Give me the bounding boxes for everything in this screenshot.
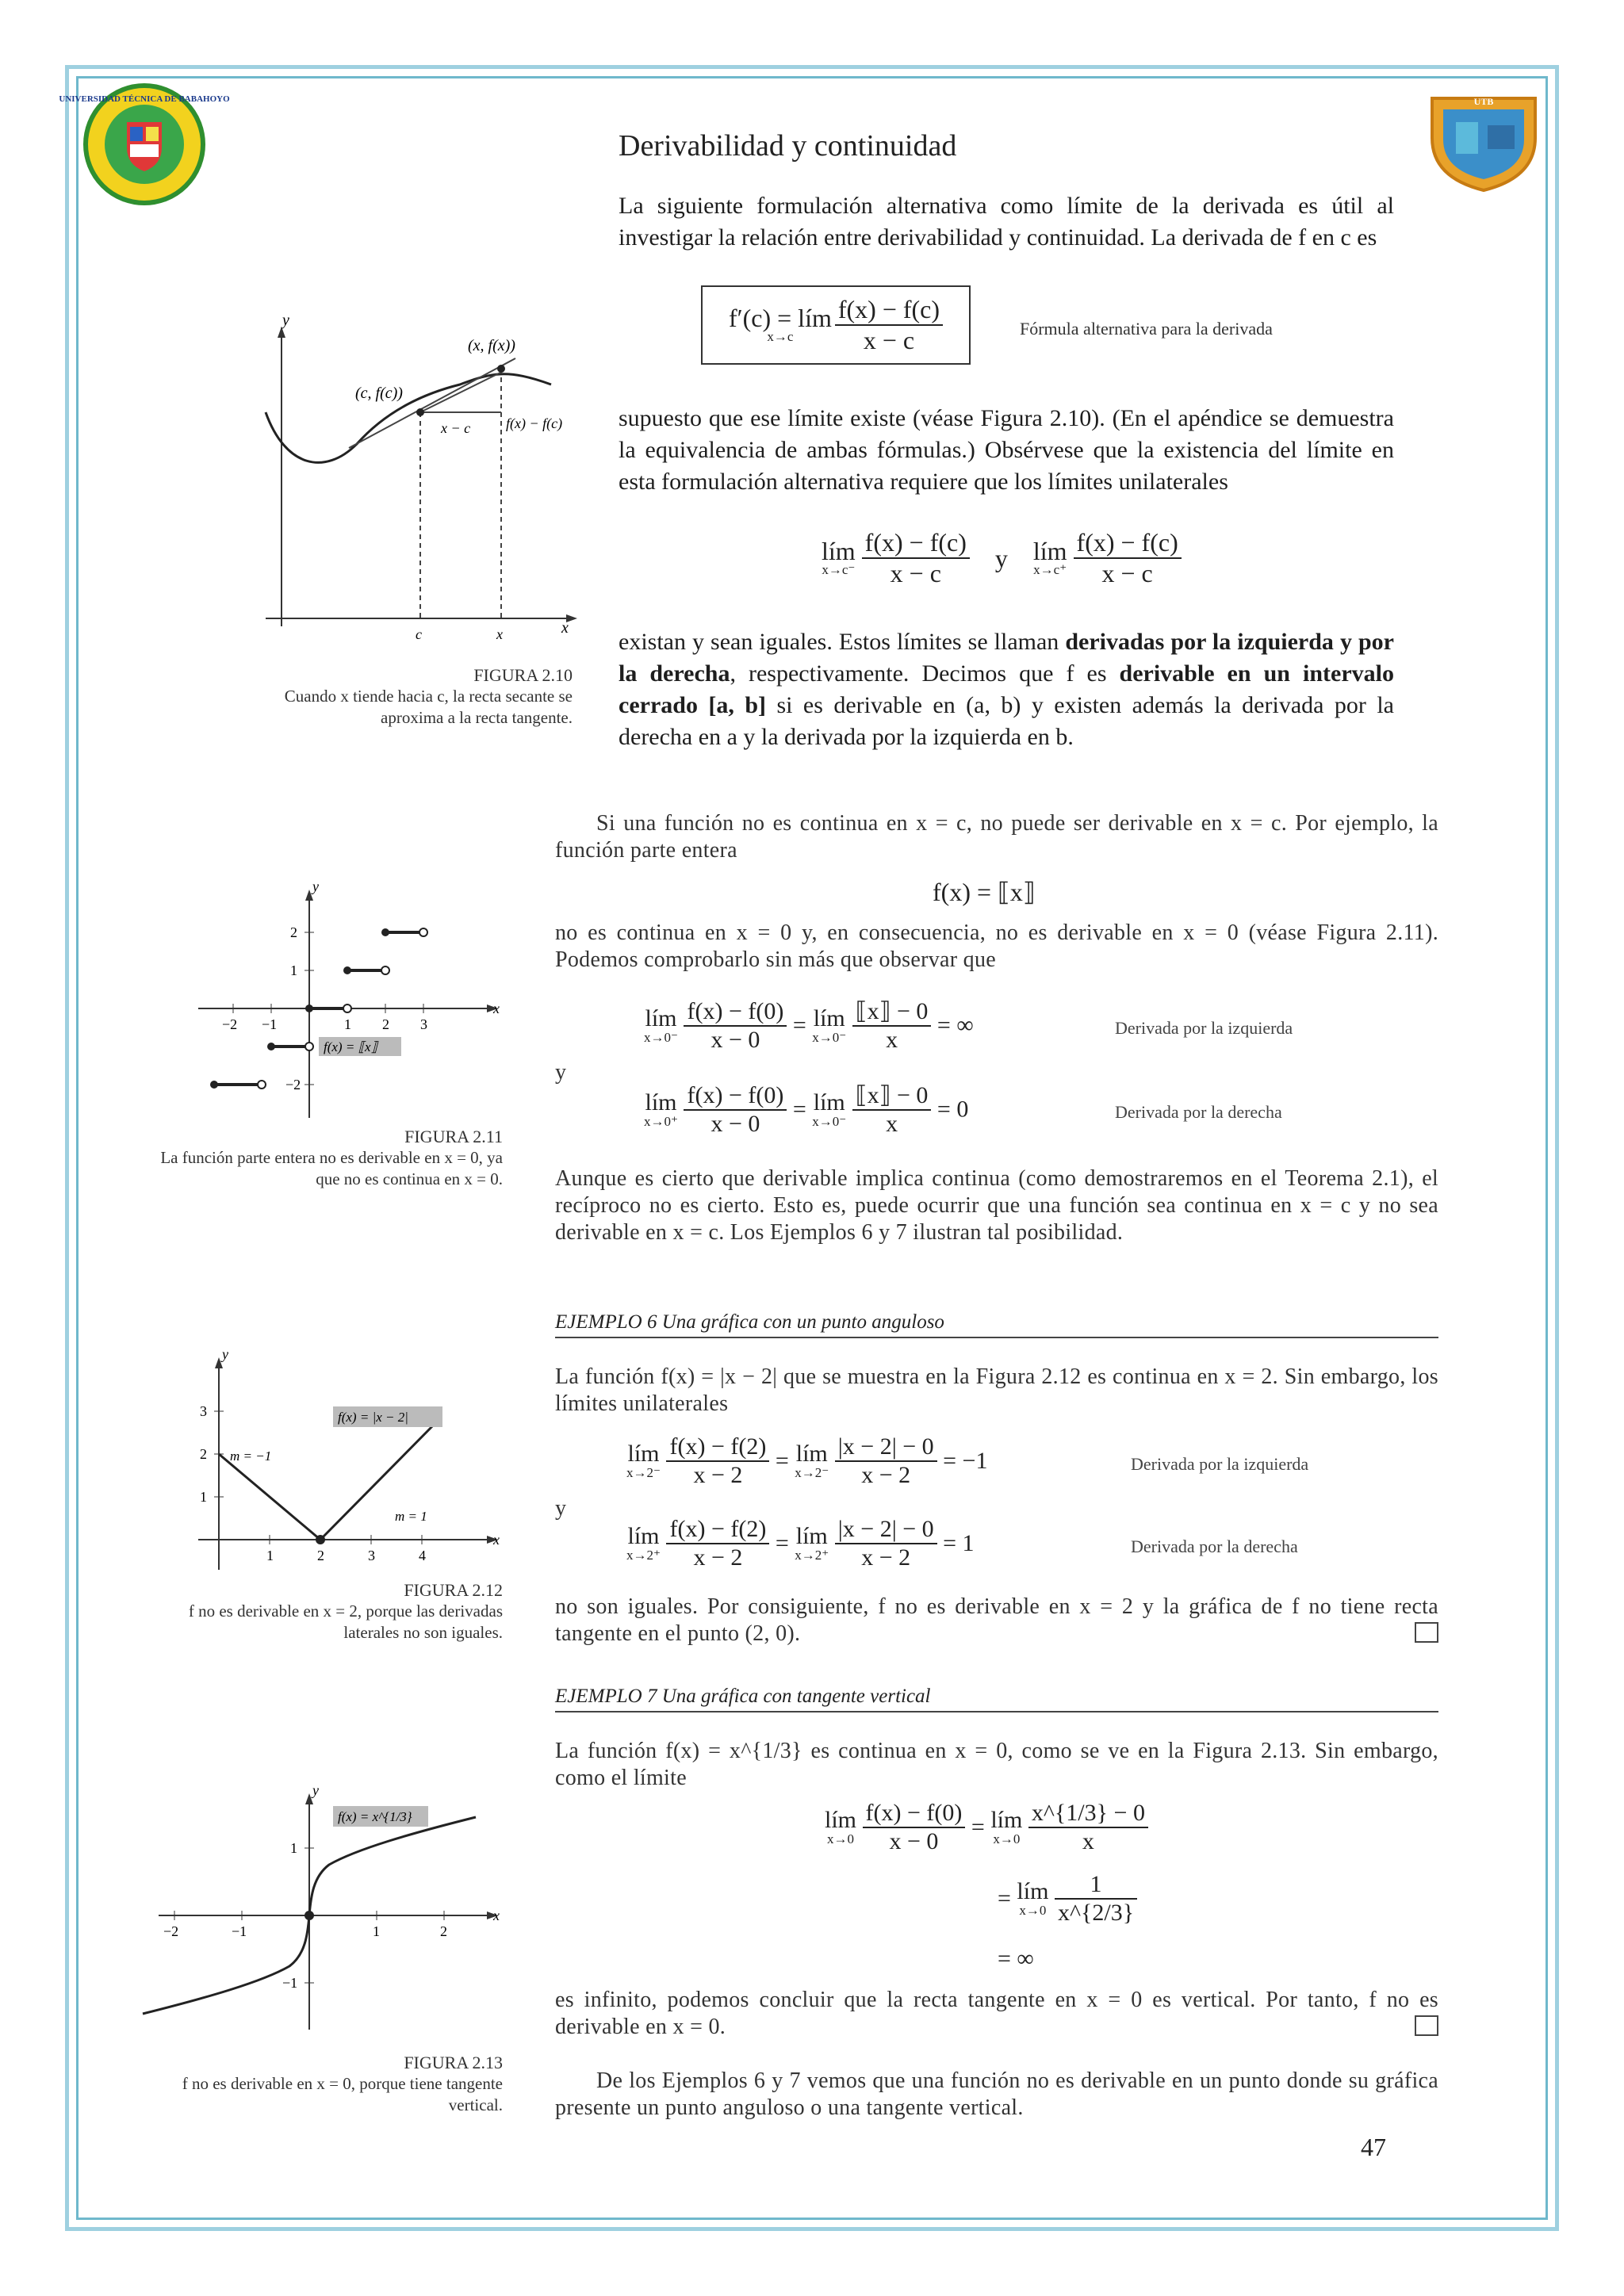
fig211-func-label: f(x) = ⟦x⟧	[324, 1039, 377, 1054]
floor-lim2-den1: x − 0	[710, 1110, 760, 1137]
university-seal-left	[59, 82, 230, 206]
ejemplo-7-intro: La función f(x) = x^{1/3} es continua en x = 0, como se ve en la Figura 2.13. Sin embargo, como el límite	[555, 1739, 1438, 1790]
fig210-tick-x: x	[496, 626, 503, 642]
ejemplo-7-outro: es infinito, podemos concluir que la recta tangente en x = 0 es vertical. Por tanto, f no es derivable en x = 0.	[555, 1988, 1438, 2039]
figure-2-12-caption	[159, 1579, 503, 1644]
ejemplo-6-heading: EJEMPLO 6 Una gráfica con un punto anguloso	[555, 1311, 1438, 1338]
ej6-lim1-num1: f(x) − f(2)	[666, 1433, 769, 1462]
fig212-tick-x3: 3	[368, 1548, 375, 1563]
floor-lim1-num2: ⟦x⟧ − 0	[852, 997, 932, 1027]
fig212-tick-x1: 1	[266, 1548, 274, 1563]
fig213-tick-y1: 1	[290, 1840, 297, 1856]
ejemplo-6-intro: La función f(x) = |x − 2| que se muestra en la Figura 2.12 es continua en x = 2. Sin embargo, los límites unilaterales	[555, 1364, 1438, 1416]
ej6-lim1-result: = −1	[943, 1448, 988, 1474]
ej6-lim2-den2: x − 2	[861, 1544, 911, 1571]
ejemplo-7-heading: EJEMPLO 7 Una gráfica con tangente vertical	[555, 1686, 1438, 1712]
figure-2-11-caption	[159, 1126, 503, 1190]
fig211-tick-1: 1	[290, 962, 297, 978]
ej7-den1: x − 0	[889, 1828, 939, 1854]
fig210-label-y: y	[282, 312, 289, 329]
ej7-lim-sub-2: x→0	[993, 1831, 1021, 1846]
ej6-limit-right: lím x→2⁺ $\frac{f(x) - f(2)}{x - 2}$ = lím x→2⁺ $\frac{|x - 2| - 0}{x - 2}$ = 1	[626, 1516, 975, 1571]
existan-paragraph	[619, 626, 1394, 753]
si-una-paragraph: Si una función no es continua en x = c, no puede ser derivable en x = c. Por ejemplo, la función parte entera	[555, 811, 1438, 863]
ej7-lim-sub-1: x→0	[827, 1831, 854, 1846]
ej6-lim1-den1: x − 2	[693, 1462, 743, 1488]
one-sided-limits	[822, 528, 1182, 588]
fig211-tick-n1: −1	[262, 1016, 278, 1032]
figure-2-12-graph	[182, 1348, 515, 1578]
ej6-lim2-num1: f(x) − f(2)	[666, 1516, 769, 1544]
formula-lhs: f′(c) = lím	[728, 304, 832, 332]
fig212-tick-1: 1	[200, 1489, 207, 1505]
seal-text: UNIVERSIDAD TÉCNICA DE BABAHOYO	[59, 94, 230, 104]
floor-lim2-den2: x	[886, 1111, 898, 1137]
derivative-formula-box	[701, 285, 971, 365]
section-title: Derivabilidad y continuidad	[619, 129, 957, 163]
floor-lim1-result: = ∞	[936, 1012, 974, 1039]
fig210-axis-x: x	[561, 619, 569, 637]
floor-lim1-den2: x	[886, 1027, 898, 1053]
page-number: 47	[1361, 2133, 1386, 2161]
fig212-axis-x: x	[493, 1532, 500, 1548]
ej7-num3: 1	[1055, 1871, 1137, 1900]
existan-text-3: si es derivable en (a, b) y existen además la derivada por la derecha en a y la derivada por la izquierda en b.	[619, 692, 1394, 750]
left-denominator: x − c	[890, 559, 941, 587]
conj-y-1: y	[555, 1060, 567, 1085]
floor-lim2-sub2: x→0⁻	[812, 1113, 847, 1129]
lim-word-right: lím	[1032, 537, 1067, 565]
ej6-lim2-result: = 1	[943, 1530, 975, 1556]
ej6-lim2-num2: |x − 2| − 0	[835, 1516, 937, 1544]
fig211-axis-x: x	[493, 1001, 500, 1016]
floor-definition: f(x) = ⟦x⟧	[933, 878, 1036, 906]
qed-box-7	[1415, 2015, 1438, 2036]
existan-bold-1: derivadas por la izquierda y por la derecha	[619, 629, 1394, 687]
figure-2-11-graph	[182, 880, 515, 1126]
no-es-continua-paragraph: no es continua en x = 0 y, en consecuencia, no es derivable en x = 0 (véase Figura 2.11). Podemos comprobarlo sin más que observar que	[555, 920, 1438, 972]
fig212-tick-2: 2	[200, 1446, 207, 1462]
fig210-label-fdiff: f(x) − f(c)	[506, 415, 563, 431]
ej6-lim2-note: Derivada por la derecha	[1131, 1536, 1298, 1556]
fig210-title: FIGURA 2.10	[473, 665, 573, 685]
ej6-limit-left: lím x→2⁻ $\frac{f(x) - f(2)}{x - 2}$ = lím x→2⁻ $\frac{|x - 2| - 0}{x - 2}$ = −1	[626, 1433, 988, 1488]
fig210-caption: Cuando x tiende hacia c, la recta secante se aproxima a la recta tangente.	[284, 687, 573, 727]
floor-lim1-den1: x − 0	[710, 1026, 760, 1053]
ej6-lim1-sub2: x→2⁻	[795, 1465, 829, 1480]
floor-lim2-result: = 0	[936, 1096, 969, 1123]
existan-text-1: existan y sean iguales. Estos límites se llaman	[619, 629, 1066, 655]
fig212-func-label: f(x) = |x − 2|	[338, 1410, 408, 1425]
ej6-lim1-num2: |x − 2| − 0	[835, 1433, 937, 1462]
fig212-y: y	[222, 1346, 228, 1362]
ej7-limit-line1: lím x→0 $\frac{f(x) - f(0)}{x - 0}$ = lím x→0 $\frac{x\^{}\{1/3\} - 0}{x}$	[825, 1800, 1148, 1855]
fig211-tick-yn2: −2	[285, 1077, 301, 1093]
existan-text-2: , respectivamente. Decimos que f es	[730, 660, 1120, 687]
intro-paragraph: La siguiente formulación alternativa como límite de la derivada es útil al investigar la relación entre derivabilidad y continuidad. La derivada de f en c es	[619, 193, 1394, 251]
ejemplo-6-outro: no son iguales. Por consiguiente, f no es derivable en x = 2 y la gráfica de f no tiene recta tangente en el punto (2, 0).	[555, 1594, 1438, 1646]
fig211-caption: La función parte entera no es derivable en x = 0, ya que no es continua en x = 0.	[160, 1148, 503, 1188]
fig212-title: FIGURA 2.12	[404, 1580, 503, 1600]
lim-sub-right: x→c⁺	[1033, 562, 1067, 577]
ej7-den3: x^{2/3}	[1057, 1900, 1135, 1926]
ej6-lim2-den1: x − 2	[693, 1544, 743, 1571]
qed-box-6	[1415, 1622, 1438, 1643]
floor-lim1-sub2: x→0⁻	[812, 1029, 847, 1045]
fig213-tick-n1: −1	[232, 1923, 247, 1939]
right-numerator: f(x) − f(c)	[1074, 528, 1182, 559]
fig213-caption: f no es derivable en x = 0, porque tiene tangente vertical.	[182, 2074, 503, 2114]
fig210-label-cfc: (c, f(c))	[355, 385, 403, 402]
fig211-title: FIGURA 2.11	[404, 1127, 503, 1146]
ej6-lim2-sub: x→2⁺	[626, 1548, 661, 1563]
fig213-title: FIGURA 2.13	[404, 2053, 503, 2072]
floor-lim2-num1: f(x) − f(0)	[684, 1082, 787, 1111]
conjunction-y: y	[994, 543, 1008, 572]
ej7-lim-sub-3: x→0	[1019, 1903, 1047, 1918]
fig210-tick-c: c	[416, 626, 422, 642]
conj-y-2: y	[555, 1496, 567, 1521]
utb-shield-right	[1424, 82, 1543, 193]
fig211-y: y	[312, 878, 319, 894]
ej7-num1: f(x) − f(0)	[863, 1800, 966, 1828]
floor-lim1-sub: x→0⁻	[644, 1029, 678, 1045]
fig212-slope-right: m = 1	[395, 1509, 427, 1524]
floor-lim2-note: Derivada por la derecha	[1115, 1102, 1282, 1122]
ej6-lim1-sub: x→2⁻	[626, 1465, 661, 1480]
fig211-tick-x3: 3	[420, 1016, 427, 1032]
fig211-tick-n2: −2	[222, 1016, 238, 1032]
ej6-lim1-den2: x − 2	[861, 1462, 911, 1488]
fig210-label-xminusc: x − c	[441, 420, 471, 436]
ej7-den2: x	[1082, 1828, 1094, 1854]
floor-lim1-note: Derivada por la izquierda	[1115, 1018, 1293, 1038]
fig212-tick-x4: 4	[419, 1548, 426, 1563]
fig213-y: y	[312, 1782, 319, 1798]
formula-lim-sub: x→c	[767, 329, 794, 344]
lim-word-left: lím	[822, 537, 856, 565]
floor-limit-left: lím x→0⁻ $\frac{f(x) - f(0)}{x - 0}$ = lím x→0⁻ $\frac{⟦x⟧ - 0}{x}$ = ∞	[644, 997, 974, 1053]
aunque-paragraph: Aunque es cierto que derivable implica continua (como demostraremos en el Teorema 2.1), el recíproco no es cierto. Esto es, puede ocurrir que una función sea continua en x = c y no sea derivable en x = c. Los Ejemplos 6 y 7 ilustran tal posibilidad.	[555, 1166, 1438, 1245]
floor-lim1-num1: f(x) − f(0)	[684, 998, 787, 1027]
fig213-tick-yn1: −1	[282, 1975, 298, 1991]
formula-denominator: x − c	[863, 326, 915, 354]
figure-2-13-caption	[159, 2052, 503, 2116]
shield-text: UTB	[1473, 96, 1494, 107]
fig212-caption: f no es derivable en x = 2, porque las derivadas laterales no son iguales.	[188, 1601, 503, 1642]
figure-2-10-graph	[254, 309, 587, 642]
fig212-tick-3: 3	[200, 1403, 207, 1419]
formula-numerator: f(x) − f(c)	[835, 295, 943, 326]
fig213-axis-x: x	[493, 1908, 500, 1923]
fig213-func-label: f(x) = x^{1/3}	[338, 1809, 412, 1824]
fig213-tick-n2: −2	[163, 1923, 179, 1939]
closing-paragraph: De los Ejemplos 6 y 7 vemos que una función no es derivable en un punto donde su gráfica presente un punto anguloso o una tangente vertical.	[555, 2068, 1438, 2120]
existan-bold-2: derivable en un intervalo cerrado [a, b]	[619, 660, 1394, 718]
lim-sub-left: x→c⁻	[822, 562, 856, 577]
ej6-lim2-sub2: x→2⁺	[795, 1548, 829, 1563]
ej7-limit-line2: = lím x→0 $\frac{1}{x\^{}\{2/3\}}$	[998, 1871, 1137, 1927]
supuesto-paragraph: supuesto que ese límite existe (véase Figura 2.10). (En el apéndice se demuestra la equivalencia de ambas fórmulas.) Obsérvese que la existencia del límite en esta formulación alternativa requiere que los límites unilaterales	[619, 405, 1394, 495]
ej7-num2: x^{1/3} − 0	[1028, 1800, 1148, 1828]
ej7-result: = ∞	[998, 1946, 1034, 1972]
floor-lim2-sub: x→0⁺	[644, 1113, 678, 1129]
figure-2-10-caption	[238, 664, 573, 729]
floor-lim2-num2: ⟦x⟧ − 0	[852, 1081, 932, 1111]
fig211-tick-x1: 1	[344, 1016, 351, 1032]
fig213-tick-x2: 2	[440, 1923, 447, 1939]
fig211-tick-x2: 2	[382, 1016, 389, 1032]
ej6-lim1-note: Derivada por la izquierda	[1131, 1454, 1309, 1474]
fig211-tick-2: 2	[290, 924, 297, 940]
fig210-label-xfx: (x, f(x))	[468, 337, 515, 354]
fig212-tick-x2: 2	[317, 1548, 324, 1563]
right-denominator: x − c	[1101, 559, 1153, 587]
fig213-tick-x1: 1	[373, 1923, 380, 1939]
formula-side-note: Fórmula alternativa para la derivada	[1020, 319, 1273, 339]
floor-limit-right: lím x→0⁺ $\frac{f(x) - f(0)}{x - 0}$ = lím x→0⁻ $\frac{⟦x⟧ - 0}{x}$ = 0	[644, 1081, 969, 1137]
left-numerator: f(x) − f(c)	[862, 528, 970, 559]
fig212-slope-left: m = −1	[230, 1448, 272, 1464]
figure-2-13-graph	[143, 1784, 508, 2038]
